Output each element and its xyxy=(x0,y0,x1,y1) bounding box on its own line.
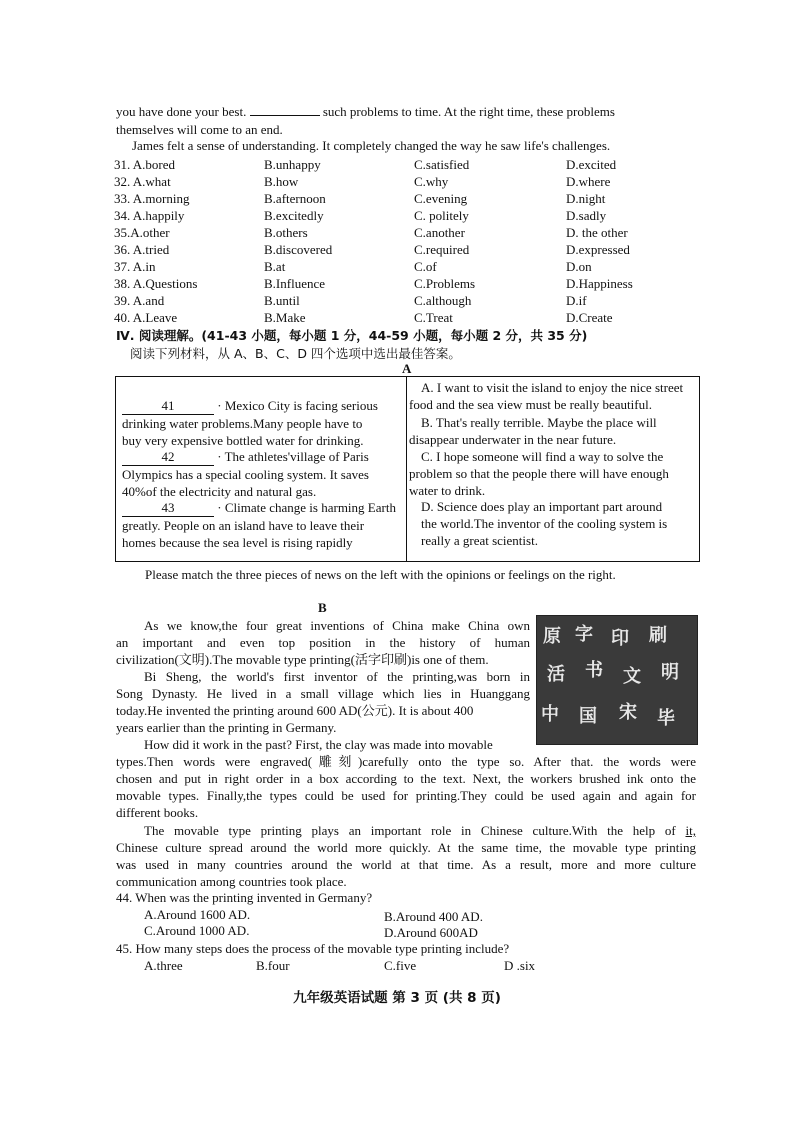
answer-blank-41[interactable]: 41 xyxy=(122,397,214,415)
passage-b-paragraph-3: How did it work in the past? First, the clay was made into movable types.Then words were engraved(雕刻)carefully onto the type so. After that. the words were chosen and put in right order in a box according to the text. Next, the workers brushed ink onto the movable types. Finally,the types could be used for printing.They could be used again and again for different books. xyxy=(116,737,696,820)
intro-line-1: you have done your best. such problems to time. At the right time, these problems xyxy=(116,104,615,119)
passage-b-label: B xyxy=(318,600,327,615)
intro-line-2: themselves will come to an end. xyxy=(116,122,283,137)
opinion-column xyxy=(407,377,700,562)
opinion-a: A. I want to visit the island to enjoy the nice street food and the sea view must be really beautiful. xyxy=(409,380,684,412)
option-44-b[interactable]: B.Around 400 AD. xyxy=(384,909,483,924)
option-row: 35.A.other B.others C.another D. the other xyxy=(114,225,628,240)
passage-b-paragraph-1: As we know,the four great inventions of China make China own an important and even top position in the history of human civilization(文明).The movable type printing(活字印刷)is one of them. xyxy=(116,618,530,667)
section-instruction: 阅读下列材料，从 A、B、C、D 四个选项中选出最佳答案。 xyxy=(130,346,461,361)
passage-a-label: A xyxy=(402,361,412,376)
question-44: 44. When was the printing invented in Germany? xyxy=(116,890,373,905)
option-45-c[interactable]: C.five xyxy=(384,958,417,973)
answer-blank-42[interactable]: 42 xyxy=(122,448,214,466)
option-row: 39. A.and B.until C.although D.if xyxy=(114,293,587,308)
matching-table xyxy=(115,376,700,562)
option-row: 32. A.what B.how C.why D.where xyxy=(114,174,611,189)
option-44-a[interactable]: A.Around 1600 AD. xyxy=(144,907,251,922)
news-43: 43 · Climate change is harming Earth greatly. People on an island have to leave their homes because the sea level is rising rapidly xyxy=(122,500,396,550)
option-row: 33. A.morning B.afternoon C.evening D.night xyxy=(114,191,606,206)
passage-b-paragraph-4: The movable type printing plays an important role in Chinese culture.With the help of it, Chinese culture spread around the world more quickly. At the same time, the movable type printing was used in many countries around the world at that time. As a result, more and more culture communication among countries took place. xyxy=(116,823,696,889)
news-column xyxy=(116,377,407,562)
option-row: 31. A.bored B.unhappy C.satisfied D.excited xyxy=(114,157,617,172)
option-row: 37. A.in B.at C.of D.on xyxy=(114,259,592,274)
matching-caption: Please match the three pieces of news on the left with the opinions or feelings on the right. xyxy=(145,567,616,582)
answer-blank-43[interactable]: 43 xyxy=(122,499,214,517)
option-44-d[interactable]: D.Around 600AD xyxy=(384,925,478,940)
option-45-a[interactable]: A.three xyxy=(144,958,183,973)
answer-blank[interactable] xyxy=(250,104,320,116)
option-row: 34. A.happily B.excitedly C. politely D.sadly xyxy=(114,208,607,223)
movable-type-photo: 原 字 印 刷 活 书 文 明 中 国 宋 毕 xyxy=(536,615,698,745)
option-44-c[interactable]: C.Around 1000 AD. xyxy=(144,923,250,938)
section-title: Ⅳ. 阅读理解。(41-43 小题，每小题 1 分，44-59 小题，每小题 2 分，共 35 分) xyxy=(116,328,588,343)
option-45-d[interactable]: D .six xyxy=(504,958,536,973)
option-row: 38. A.Questions B.Influence C.Problems D.Happiness xyxy=(114,276,633,291)
news-42: 42 · The athletes'village of Paris Olympics has a special cooling system. It saves 40%of the electricity and natural gas. xyxy=(122,449,369,499)
opinion-b: B. That's really terrible. Maybe the place will disappear underwater in the near future. xyxy=(409,415,657,447)
question-45: 45. How many steps does the process of the movable type printing include? xyxy=(116,941,510,956)
passage-b-paragraph-2: Bi Sheng, the world's first inventor of the printing,was born in Song Dynasty. He lived in a small village which lies in Huanggang today.He invented the printing around 600 AD(公元). It is about 400 years earlier than the printing in Germany. xyxy=(116,669,530,735)
intro-line-3: James felt a sense of understanding. It completely changed the way he saw life's challenges. xyxy=(132,138,611,153)
option-row: 40. A.Leave B.Make C.Treat D.Create xyxy=(114,310,613,325)
option-row: 36. A.tried B.discovered C.required D.expressed xyxy=(114,242,630,257)
opinion-c: C. I hope someone will find a way to solve the problem so that the people there will have enough water to drink. xyxy=(409,449,669,498)
option-45-b[interactable]: B.four xyxy=(256,958,290,973)
page-footer: 九年级英语试题 第 3 页 (共 8 页) xyxy=(293,990,501,1006)
news-41: 41 · Mexico City is facing serious drinking water problems.Many people have to buy very expensive bottled water for drinking. xyxy=(122,398,378,448)
opinion-d: D. Science does play an important part around the world.The inventor of the cooling system is really a great scientist. xyxy=(421,499,668,548)
